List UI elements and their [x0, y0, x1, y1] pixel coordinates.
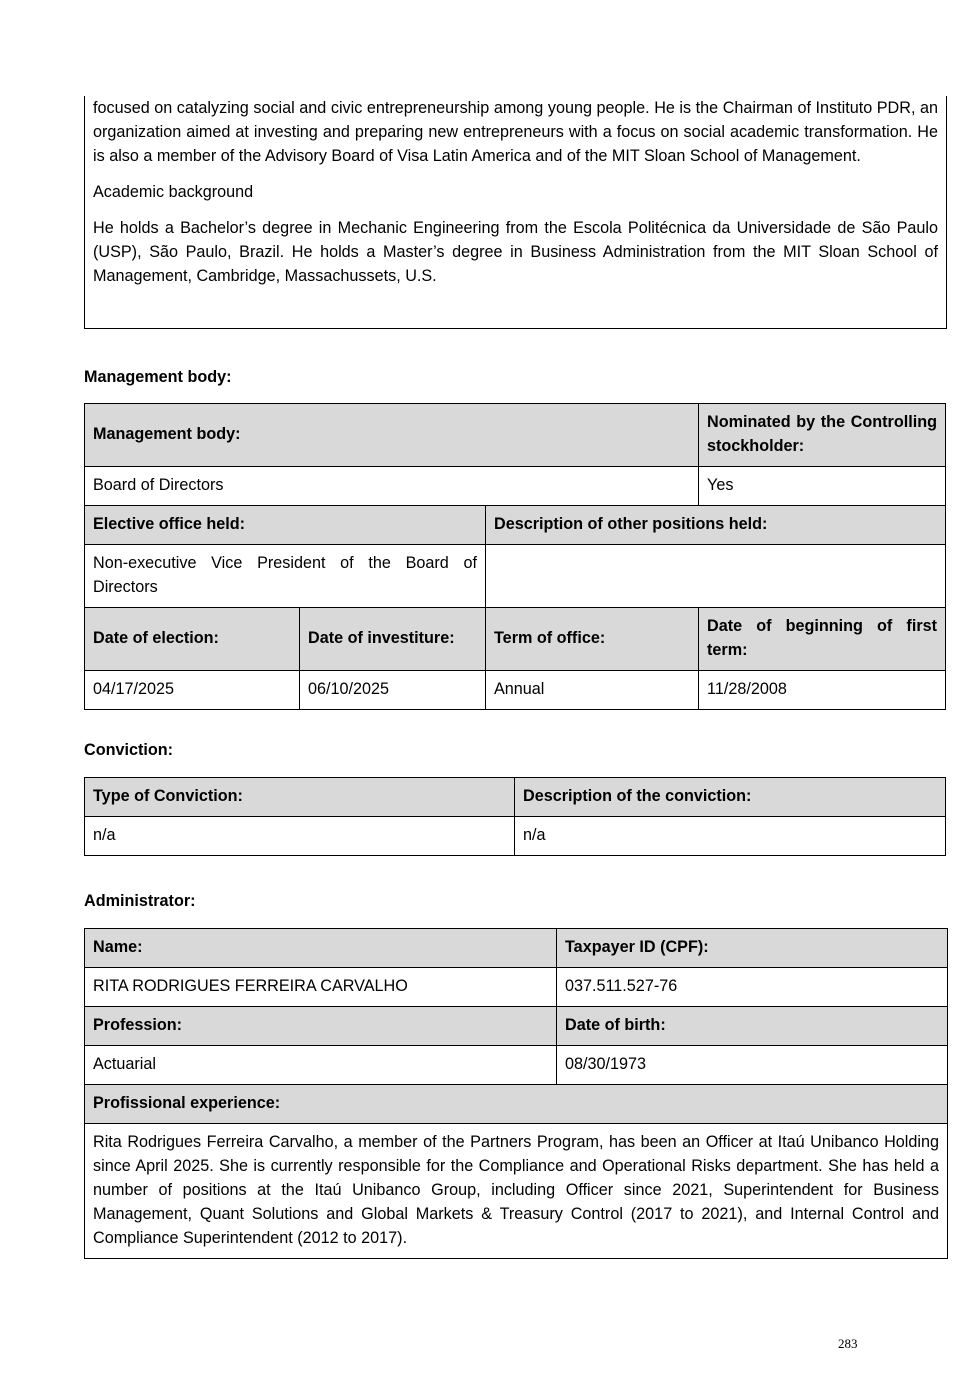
- election-date-label: Date of election:: [85, 608, 300, 671]
- elective-office-value: Non-executive Vice President of the Board of Directors: [85, 545, 486, 608]
- academic-background-heading: Academic background: [93, 183, 254, 201]
- conviction-section-title: Conviction:: [84, 741, 174, 759]
- conviction-description-label: Description of the conviction:: [515, 778, 946, 817]
- other-positions-label: Description of other positions held:: [486, 506, 946, 545]
- nominated-label: Nominated by the Controlling stockholder:: [699, 404, 946, 467]
- nominated-value: Yes: [699, 467, 946, 506]
- management-body-value: Board of Directors: [85, 467, 699, 506]
- other-positions-value: [486, 545, 946, 608]
- conviction-type-label: Type of Conviction:: [85, 778, 515, 817]
- administrator-table: [84, 928, 948, 1259]
- birth-date-value: 08/30/1973: [557, 1046, 948, 1085]
- management-table: [84, 403, 946, 710]
- experience-label: Profissional experience:: [85, 1085, 948, 1124]
- academic-paragraph: He holds a Bachelor’s degree in Mechanic Engineering from the Escola Politécnica da Universidade de São Paulo (USP), São Paulo, Brazil. He holds a Master’s degree in Business Administration from the MIT Sloan School of Management, Cambridge, Massachussets, U.S.: [93, 219, 938, 285]
- management-section-title: Management body:: [84, 368, 232, 386]
- name-value: RITA RODRIGUES FERREIRA CARVALHO: [85, 968, 557, 1007]
- management-body-label: Management body:: [85, 404, 699, 467]
- election-date-value: 04/17/2025: [85, 671, 300, 710]
- investiture-date-label: Date of investiture:: [300, 608, 486, 671]
- cpf-label: Taxpayer ID (CPF):: [557, 929, 948, 968]
- conviction-type-value: n/a: [85, 817, 515, 856]
- name-label: Name:: [85, 929, 557, 968]
- profession-value: Actuarial: [85, 1046, 557, 1085]
- administrator-section-title: Administrator:: [84, 892, 196, 910]
- bio-paragraph: focused on catalyzing social and civic entrepreneurship among young people. He is the Chairman of Instituto PDR, an organization aimed at investing and preparing new entrepreneurs with a focus on social academic transformation. He is also a member of the Advisory Board of Visa Latin America and of the MIT Sloan School of Management.: [93, 99, 938, 165]
- conviction-description-value: n/a: [515, 817, 946, 856]
- experience-value: Rita Rodrigues Ferreira Carvalho, a member of the Partners Program, has been an Officer at Itaú Unibanco Holding since April 2025. She is currently responsible for the Compliance and Operational Risks department. She has held a number of positions at the Itaú Unibanco Group, including Officer since 2021, Superintendent for Business Management, Quant Solutions and Global Markets & Treasury Control (2017 to 2021), and Internal Control and Compliance Superintendent (2012 to 2017).: [85, 1124, 948, 1259]
- continuation-box: [84, 96, 947, 329]
- cpf-value: 037.511.527-76: [557, 968, 948, 1007]
- conviction-table: [84, 777, 946, 856]
- term-of-office-label: Term of office:: [486, 608, 699, 671]
- page-number: 283: [838, 1336, 858, 1351]
- profession-label: Profession:: [85, 1007, 557, 1046]
- term-of-office-value: Annual: [486, 671, 699, 710]
- investiture-date-value: 06/10/2025: [300, 671, 486, 710]
- first-term-date-value: 11/28/2008: [699, 671, 946, 710]
- elective-office-label: Elective office held:: [85, 506, 486, 545]
- first-term-date-label: Date of beginning of first term:: [699, 608, 946, 671]
- birth-date-label: Date of birth:: [557, 1007, 948, 1046]
